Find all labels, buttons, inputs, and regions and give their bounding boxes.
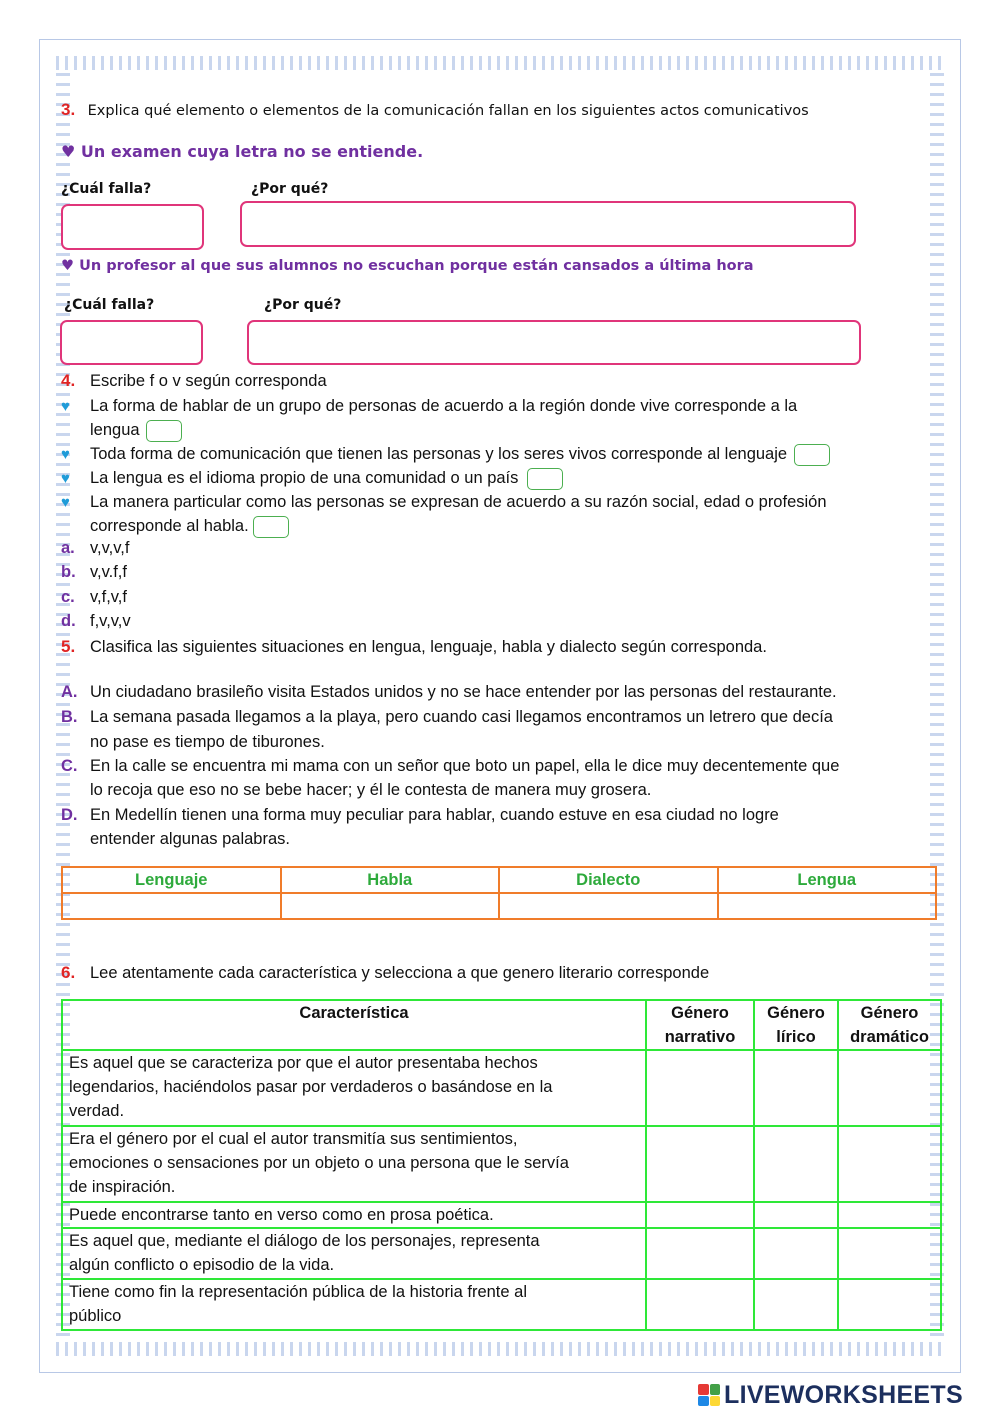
- characteristic-line: verdad.: [69, 1102, 125, 1120]
- q4-option-d-text: f,v,v,v: [90, 612, 131, 630]
- table-row: [62, 1050, 941, 1126]
- q4-option-a-letter: a.: [61, 539, 75, 557]
- q4-option-d[interactable]: [61, 609, 131, 633]
- logo-square: [698, 1384, 709, 1395]
- q4-option-b-text: v,v.f,f: [90, 563, 127, 581]
- q5-number: 5.: [61, 637, 76, 656]
- q5-situation-c: [61, 754, 840, 778]
- q6-heading: [61, 961, 710, 985]
- q4-number: 4.: [61, 371, 76, 390]
- q3-number: 3.: [61, 100, 76, 119]
- q4-prompt: Escribe f o v según corresponda: [90, 372, 327, 390]
- q5-prompt: Clasifica las siguientes situaciones en lengua, lenguaje, habla y dialecto según corresponda.: [90, 638, 767, 656]
- answer-cell-dramatico[interactable]: [838, 1202, 941, 1228]
- characteristic-cell: [62, 1228, 646, 1279]
- q4-option-c[interactable]: [61, 585, 127, 609]
- header-line: dramático: [850, 1028, 929, 1046]
- q4-statement-1-line1: La forma de hablar de un grupo de personas de acuerdo a la región donde vive corresponde a la: [90, 397, 798, 415]
- q4-statement-1-line2: lengua: [90, 421, 140, 439]
- characteristic-line: Puede encontrarse tanto en verso como en prosa poética.: [69, 1206, 494, 1224]
- heart-icon: ♥: [61, 494, 70, 511]
- q4-statement-2-line1: Toda forma de comunicación que tienen las personas y los seres vivos corresponde al lenguaje: [90, 445, 788, 463]
- q4-option-a[interactable]: [61, 536, 130, 560]
- characteristic-line: público: [69, 1307, 122, 1325]
- column-header-narrativo: [646, 1000, 754, 1050]
- answer-cell-lirico[interactable]: [754, 1228, 838, 1279]
- q4-statement-1: [61, 394, 931, 419]
- heart-icon: ♥: [61, 258, 74, 274]
- header-line: lírico: [776, 1028, 816, 1046]
- liveworksheets-logo: [698, 1380, 963, 1410]
- q4-option-d-letter: d.: [61, 612, 76, 630]
- q6-number: 6.: [61, 963, 76, 982]
- column-header-habla: Habla: [281, 867, 500, 893]
- table-answer-row: [62, 893, 936, 919]
- characteristic-line: de inspiración.: [69, 1178, 176, 1196]
- q3-item-2-why-input[interactable]: [247, 320, 861, 365]
- q4-answer-3-input[interactable]: [527, 468, 563, 490]
- logo-square: [710, 1384, 721, 1395]
- q4-heading: [61, 369, 327, 393]
- answer-cell-dramatico[interactable]: [838, 1050, 941, 1126]
- q4-answer-4-input[interactable]: [253, 516, 289, 538]
- q3-item-2-which-label: ¿Cuál falla?: [64, 297, 155, 313]
- column-header-dialecto: Dialecto: [499, 867, 718, 893]
- characteristic-line: Es aquel que se caracteriza por que el autor presentaba hechos: [69, 1054, 538, 1072]
- heart-icon: ♥: [61, 470, 70, 487]
- liveworksheets-logo-icon: [698, 1384, 720, 1406]
- column-header-lirico: [754, 1000, 838, 1050]
- q5-situation-a-letter: A.: [61, 683, 78, 701]
- q4-option-a-text: v,v,v,f: [90, 539, 130, 557]
- q4-option-b[interactable]: [61, 560, 127, 584]
- q5-situation-d-line1: En Medellín tienen una forma muy peculiar para hablar, cuando estuve en esa ciudad no logre: [90, 806, 779, 824]
- answer-cell-narrativo[interactable]: [646, 1228, 754, 1279]
- q3-item-2-why-label: ¿Por qué?: [264, 297, 342, 313]
- answer-cell-habla[interactable]: [281, 893, 500, 919]
- q3-item-2-which-input[interactable]: [60, 320, 203, 365]
- heart-icon: ♥: [61, 142, 76, 161]
- q3-item-1: [61, 142, 423, 161]
- answer-cell-dramatico[interactable]: [838, 1279, 941, 1330]
- q3-item-2-text: Un profesor al que sus alumnos no escuchan porque están cansados a última hora: [79, 258, 754, 274]
- table-row: [62, 1279, 941, 1330]
- q5-situation-d-letter: D.: [61, 806, 78, 824]
- characteristic-line: Tiene como fin la representación pública de la historia frente al: [69, 1283, 527, 1301]
- header-line: narrativo: [664, 1028, 736, 1046]
- characteristic-cell: [62, 1050, 646, 1126]
- q4-answer-2-input[interactable]: [794, 444, 830, 466]
- q5-situation-d-line2: entender algunas palabras.: [90, 830, 290, 848]
- q5-situation-b-line1: La semana pasada llegamos a la playa, pero cuando casi llegamos encontramos un letrero que decía: [90, 708, 833, 726]
- q4-statement-3: [61, 466, 931, 491]
- answer-cell-lengua[interactable]: [718, 893, 937, 919]
- characteristic-line: algún conflicto o episodio de la vida.: [69, 1256, 335, 1274]
- q3-prompt: Explica qué elemento o elementos de la comunicación fallan en los siguientes actos comunicativos: [87, 103, 809, 119]
- column-header-dramatico: [838, 1000, 941, 1050]
- column-header-lenguaje: Lenguaje: [62, 867, 281, 893]
- answer-cell-lirico[interactable]: [754, 1050, 838, 1126]
- q5-situation-d: [61, 803, 779, 827]
- q5-situation-b-line2: no pase es tiempo de tiburones.: [90, 733, 325, 751]
- q4-statement-2: [61, 442, 931, 467]
- characteristic-line: Es aquel que, mediante el diálogo de los personajes, representa: [69, 1232, 540, 1250]
- q5-situation-c-letter: C.: [61, 757, 78, 775]
- answer-cell-lirico[interactable]: [754, 1126, 838, 1202]
- answer-cell-dramatico[interactable]: [838, 1126, 941, 1202]
- answer-cell-lirico[interactable]: [754, 1279, 838, 1330]
- q5-heading: [61, 635, 767, 659]
- q3-item-2: [61, 258, 754, 274]
- answer-cell-lenguaje[interactable]: [62, 893, 281, 919]
- q4-statement-1-line2-wrap: [90, 418, 182, 442]
- q4-answer-1-input[interactable]: [146, 420, 182, 442]
- answer-cell-dramatico[interactable]: [838, 1228, 941, 1279]
- q5-situation-b: [61, 705, 833, 729]
- answer-cell-narrativo[interactable]: [646, 1202, 754, 1228]
- q3-item-1-which-label: ¿Cuál falla?: [61, 181, 152, 197]
- header-line: Género: [767, 1004, 825, 1022]
- q3-item-1-text: Un examen cuya letra no se entiende.: [80, 142, 424, 161]
- answer-cell-dialecto[interactable]: [499, 893, 718, 919]
- column-header-lengua: Lengua: [718, 867, 937, 893]
- q5-classification-table: [61, 866, 937, 920]
- q4-statement-3-line1: La lengua es el idioma propio de una comunidad o un país: [90, 469, 519, 487]
- q6-prompt: Lee atentamente cada característica y selecciona a que genero literario corresponde: [90, 964, 710, 982]
- characteristic-line: legendarios, haciéndolos pasar por verdaderos o basándose en la: [69, 1078, 553, 1096]
- q3-item-1-which-input[interactable]: [61, 204, 204, 250]
- heart-icon: ♥: [61, 398, 70, 415]
- answer-cell-lirico[interactable]: [754, 1202, 838, 1228]
- q5-situation-a-text: Un ciudadano brasileño visita Estados unidos y no se hace entender por las personas del restaurante.: [90, 683, 837, 701]
- heart-icon: ♥: [61, 446, 70, 463]
- logo-square: [698, 1396, 709, 1407]
- answer-cell-narrativo[interactable]: [646, 1279, 754, 1330]
- q4-statement-4-line1: La manera particular como las personas se expresan de acuerdo a su razón social, edad o profesión: [90, 493, 827, 511]
- characteristic-cell: [62, 1279, 646, 1330]
- q3-heading: [61, 100, 809, 120]
- header-line: Género: [671, 1004, 729, 1022]
- answer-cell-narrativo[interactable]: [646, 1126, 754, 1202]
- q6-genre-table: [61, 999, 942, 1331]
- logo-square: [710, 1396, 721, 1407]
- column-header-characteristic: Característica: [62, 1000, 646, 1050]
- table-header-row: [62, 867, 936, 893]
- q4-statement-4-line2: corresponde al habla.: [90, 517, 249, 535]
- q5-situation-a: [61, 680, 837, 704]
- q5-situation-c-line2: lo recoja que eso no se bebe hacer; y él le contesta de manera muy grosera.: [90, 781, 652, 799]
- q5-situation-b-letter: B.: [61, 708, 78, 726]
- header-line: Género: [860, 1004, 919, 1022]
- q3-item-1-why-label: ¿Por qué?: [251, 181, 329, 197]
- characteristic-line: emociones o sensaciones por un objeto o una persona que le servía: [69, 1154, 569, 1172]
- q5-situation-c-line1: En la calle se encuentra mi mama con un señor que boto un papel, ella le dice muy decentemente que: [90, 757, 840, 775]
- table-header-row: [62, 1000, 941, 1050]
- brand-name: LIVEWORKSHEETS: [724, 1380, 963, 1409]
- q4-option-b-letter: b.: [61, 563, 76, 581]
- q4-option-c-letter: c.: [61, 588, 75, 606]
- q4-option-c-text: v,f,v,f: [90, 588, 127, 606]
- q4-statement-4-line2-wrap: [90, 514, 289, 538]
- table-row: [62, 1228, 941, 1279]
- table-row: [62, 1202, 941, 1228]
- q4-statement-4: [61, 490, 931, 515]
- characteristic-line: Era el género por el cual el autor transmitía sus sentimientos,: [69, 1130, 518, 1148]
- answer-cell-narrativo[interactable]: [646, 1050, 754, 1126]
- table-row: [62, 1126, 941, 1202]
- characteristic-cell: [62, 1202, 646, 1228]
- q3-item-1-why-input[interactable]: [240, 201, 856, 247]
- characteristic-cell: [62, 1126, 646, 1202]
